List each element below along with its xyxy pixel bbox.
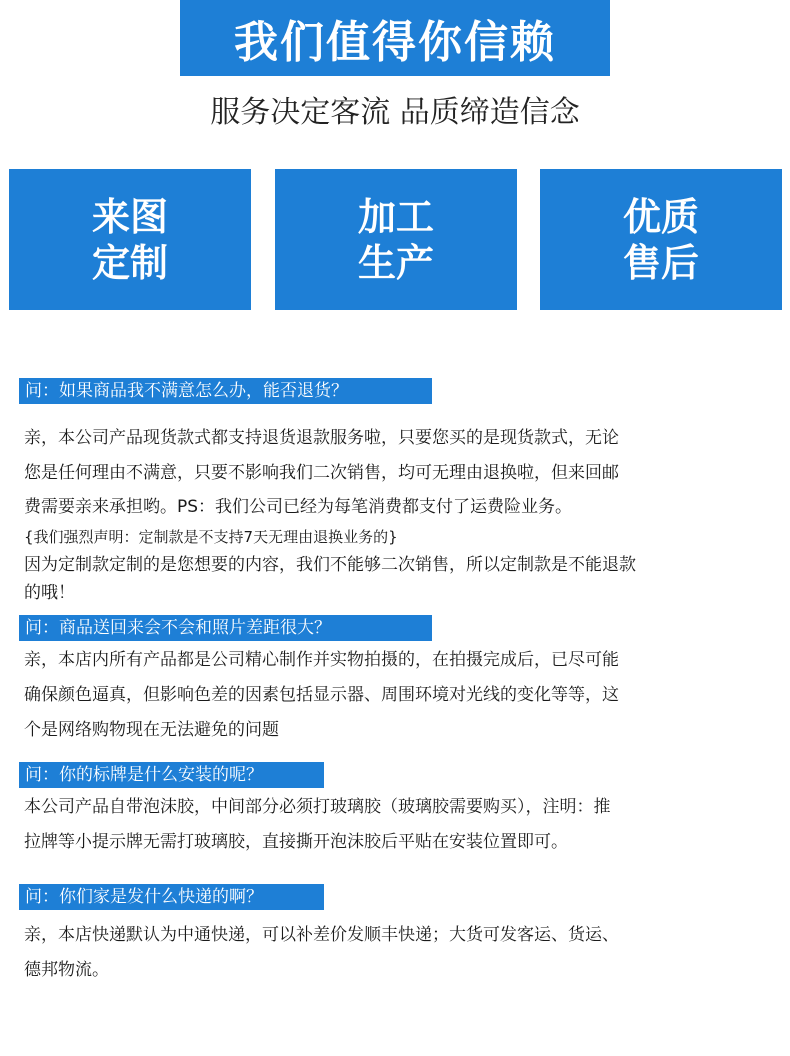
faq-question: 问：你的标牌是什么安装的呢？ [19,762,324,788]
feature-box-custom [9,169,251,310]
feature-line: 来图 [91,194,168,239]
page-subtitle: 服务决定客流 品质缔造信念 [210,95,580,130]
feature-box-after-sales [540,169,782,310]
faq-answer [24,421,779,525]
page-title-banner [180,0,610,76]
answer-line: 亲，本店快递默认为中通快递，可以补差价发顺丰快递；大货可发客运、货运、 [24,925,619,945]
answer-line: 确保颜色逼真，但影响色差的因素包括显示器、周围环境对光线的变化等等，这 [24,685,619,705]
answer-line: 的哦！ [24,583,75,603]
answer-line: 费需要亲来承担哟。PS：我们公司已经为每笔消费都支付了运费险业务。 [24,497,573,517]
answer-line: 德邦物流。 [24,960,109,980]
page-title: 我们值得你信赖 [234,17,556,68]
feature-line: 生产 [357,240,434,285]
answer-line: 亲，本公司产品现货款式都支持退货退款服务啦，只要您买的是现货款式，无论 [24,428,619,448]
answer-line: 亲，本店内所有产品都是公司精心制作并实物拍摄的，在拍摄完成后，已尽可能 [24,650,619,670]
faq-answer [24,918,779,988]
feature-line: 优质 [622,194,699,239]
faq-answer-note [24,523,779,607]
feature-line: 定制 [91,240,168,285]
feature-box-production [275,169,517,310]
answer-line: 个是网络购物现在无法避免的问题 [24,720,279,740]
feature-line: 加工 [357,194,434,239]
faq-question: 问：商品送回来会不会和照片差距很大？ [19,615,432,641]
feature-line: 售后 [622,240,699,285]
answer-line: 本公司产品自带泡沫胶，中间部分必须打玻璃胶（玻璃胶需要购买），注明：推 [24,797,611,817]
answer-line: {我们强烈声明：定制款是不支持7天无理由退换业务的} [24,528,398,546]
answer-line: 您是任何理由不满意，只要不影响我们二次销售，均可无理由退换啦，但来回邮 [24,462,619,483]
faq-question: 问：如果商品我不满意怎么办，能否退货？ [19,378,432,404]
faq-question: 问：你们家是发什么快递的啊？ [19,884,324,910]
answer-line: 因为定制款定制的是您想要的内容，我们不能够二次销售，所以定制款是不能退款 [24,555,636,575]
faq-answer [24,790,779,860]
faq-answer [24,643,779,748]
answer-line: 拉牌等小提示牌无需打玻璃胶，直接撕开泡沫胶后平贴在安装位置即可。 [24,832,568,852]
